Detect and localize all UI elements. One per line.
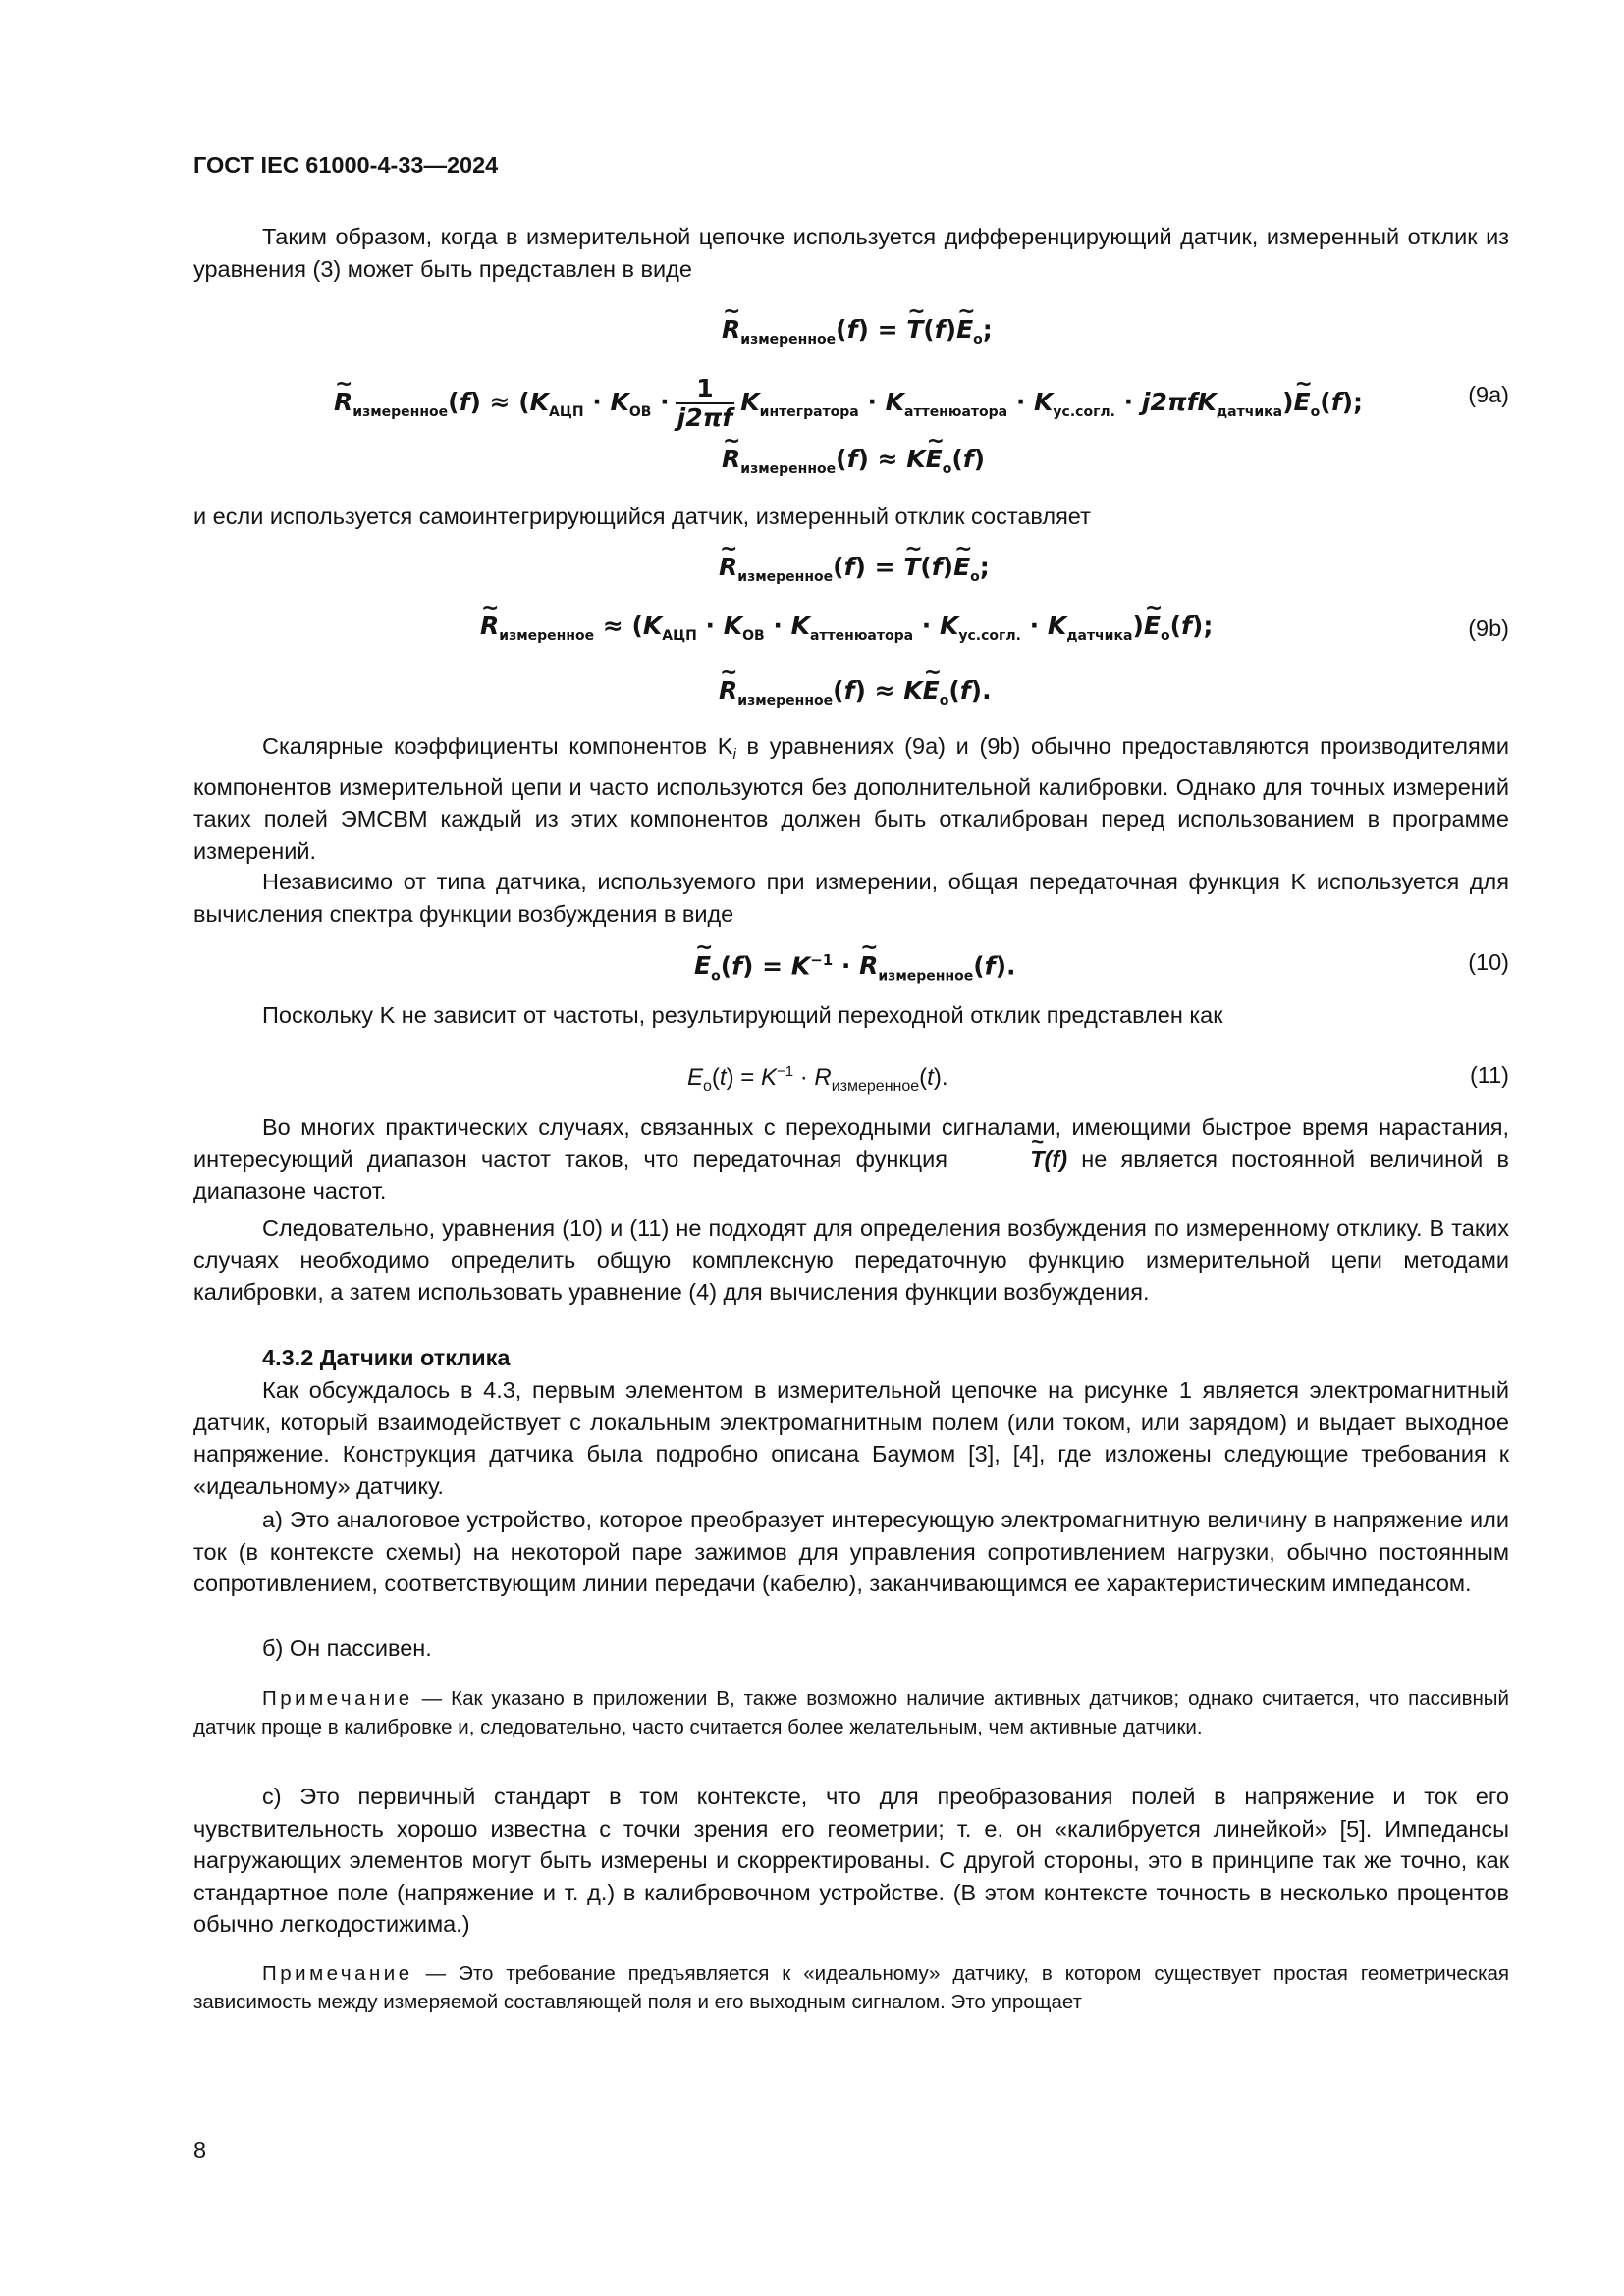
section-heading: 4.3.2 Датчики отклика: [262, 1345, 511, 1370]
symbol-E: ~ E: [694, 950, 711, 982]
equation-number-9a: (9a): [1468, 382, 1509, 407]
equation-9b-line2: ~ $R_{измеренное} \approx (K_{АЦП} \cdot K_{ОВ} \cdot K_{аттенюатора} \cdot K_{ус.согл.}$ · $K_{датчика})\sim$ $E_o(f)$;: [480, 611, 1213, 652]
subscript: измеренное: [740, 332, 837, 347]
symbol-K: K: [529, 388, 550, 416]
subscript: измеренное: [740, 461, 837, 477]
symbol-E: E: [687, 1064, 704, 1091]
subscript: АЦП: [662, 628, 697, 644]
subscript: o: [1310, 404, 1321, 420]
fraction: [676, 375, 735, 432]
symbol-R: ~ R: [719, 552, 737, 583]
inline-transfer-function: ~ T(f): [961, 1144, 1067, 1176]
paragraph: и если используется самоинтегрирующийся датчик, измеренный отклик составляет: [193, 504, 1091, 529]
symbol-K: K: [906, 445, 926, 473]
symbol-K: K: [1197, 388, 1217, 416]
equation-9b-line1: ~ $R_{измеренное}(f)$ = ~ T(f)~ $E_o$;: [719, 552, 990, 593]
equation-number-9b: (9b): [1468, 615, 1509, 641]
equation-9b-line3: ~ $R_{измеренное}(f)$ ≈ K~ $E_o(f)$.: [719, 675, 992, 717]
paragraph: Скалярные коэффициенты компонентов $K_i$ в уравнениях (9а) и (9b) обычно предоставляются производителями компонентов измерительной цепи и часто используются без дополнительной калибровки. Однако для точных измерений таких полей ЭМСВМ каждый из этих компонентов должен быть откалиброван перед использованием в программе измерений.: [193, 733, 1509, 864]
note-text: — Как указано в приложении В, также возможно наличие активных датчиков; однако считается, что пассивный датчик проще в калибровке и, следовательно, часто считается более желательным, чем активные датчики.: [193, 1687, 1509, 1738]
subscript: измеренное: [737, 569, 834, 585]
symbol-E: ~ E: [1144, 611, 1161, 642]
symbol-K: K: [790, 612, 810, 640]
subscript: o: [970, 569, 980, 585]
subscript: аттенюатора: [904, 404, 1008, 420]
symbol-E: ~ E: [953, 552, 970, 583]
text-span: Скалярные коэффициенты компонентов K: [262, 733, 733, 759]
symbol-R: R: [814, 1064, 832, 1091]
symbol-K: K: [885, 388, 905, 416]
symbol-R: ~ R: [859, 950, 878, 982]
symbol-T: ~ T: [903, 552, 920, 583]
symbol-K: K: [760, 1064, 777, 1091]
symbol-E: ~ E: [1294, 387, 1311, 418]
subscript: o: [939, 693, 949, 709]
paragraph: Поскольку K не зависит от частоты, результирующий переходной отклик представлен как: [262, 1002, 1223, 1028]
equation-11: $E_o(t) = K^{-1} \cdot R_{измеренное}(t)$.: [687, 1063, 948, 1095]
subscript: датчика: [1066, 628, 1133, 644]
symbol-T: ~ T: [906, 314, 923, 346]
subscript: измеренное: [737, 693, 834, 709]
text-span: Во многих практических случаях, связанных с переходными сигналами, имеющими быстрое время нарастания, интересующий диапазон частот таков, что передаточная функция: [193, 1114, 1509, 1172]
symbol-K: K: [903, 676, 923, 705]
equation-number-11: (11): [1469, 1062, 1509, 1088]
subscript: интегратора: [759, 404, 859, 420]
factor-j2pif: j2πf: [1141, 388, 1198, 416]
subscript: o: [942, 461, 952, 477]
paragraph: Таким образом, когда в измерительной цепочке используется дифференцирующий датчик, измеренный отклик из уравнения (3) может быть представлен в виде: [193, 224, 1509, 282]
subscript: измеренное: [352, 404, 449, 420]
list-item: б) Он пассивен.: [262, 1635, 432, 1661]
text-span: не является постоянной величиной в диапазоне частот.: [193, 1146, 1510, 1203]
symbol-E: ~ E: [956, 314, 973, 346]
document-code-header: ГОСТ IEC 61000-4-33—2024: [193, 152, 499, 178]
paragraph: [193, 1111, 1509, 1207]
subscript: o: [711, 968, 721, 985]
symbol-K: K: [790, 951, 811, 981]
paragraph: Как обсуждалось в 4.3, первым элементом в измерительной цепочке на рисунке 1 является электромагнитный датчик, который взаимодействует с локальным электромагнитным полем (или током, или зарядом) и выдает выходное напряжение. Конструкция датчика была подробно описана Баумом [3], [4], где изложены следующие требования к «идеальному» датчику.: [193, 1377, 1509, 1499]
symbol-E: ~ E: [926, 444, 943, 475]
document-page: [193, 0, 1509, 2296]
note: [193, 1959, 1509, 2016]
subscript: датчика: [1216, 404, 1283, 420]
subscript: измеренное: [831, 1077, 920, 1095]
subscript: o: [1160, 628, 1170, 644]
symbol-R: ~ R: [719, 675, 737, 707]
note-text: — Это требование предъявляется к «идеальному» датчику, в котором существует простая геометрическая зависимость между измеряемой составляющей поля и его выходным сигналом. Это упрощает: [193, 1962, 1509, 2013]
paragraph: Независимо от типа датчика, используемого при измерении, общая передаточная функция K используется для вычисления спектра функции возбуждения в виде: [193, 869, 1509, 927]
symbol-K: K: [939, 612, 959, 640]
symbol-K: K: [610, 388, 629, 416]
note-label: Примечание: [262, 1962, 413, 1985]
symbol-R: ~ R: [722, 314, 740, 346]
symbol-R: ~ R: [334, 387, 352, 418]
symbol-K: K: [740, 388, 760, 416]
list-item: а) Это аналоговое устройство, которое преобразует интересующую электромагнитную величину в напряжение или ток (в контексте схемы) на некоторой паре зажимов для управления сопротивлением нагрузки, обычно постоянным сопротивлением, соответствующим линии передачи (кабелю), заканчивающимся ее характеристическим импедансом.: [193, 1507, 1509, 1596]
subscript: измеренное: [499, 628, 595, 644]
symbol-R: ~ R: [480, 611, 499, 642]
symbol-K: K: [1034, 388, 1054, 416]
subscript: o: [703, 1077, 712, 1095]
equation-10: ~ $E_o(f) = K^{-1}$ · ~ $R_{измеренное}(f)$.: [694, 944, 1016, 991]
symbol-E: ~ E: [923, 675, 940, 707]
symbol-K: K: [642, 612, 663, 640]
symbol-R: ~ R: [722, 444, 740, 475]
subscript: ус.согл.: [958, 628, 1021, 644]
subscript: аттенюатора: [809, 628, 914, 644]
fraction-denominator: j2πf: [677, 403, 733, 432]
fraction-numerator: 1: [676, 375, 735, 404]
equation-9a-line1: ~ $R_{измеренное}(f)$ = ~ T(f)~ $E_o$;: [722, 314, 993, 355]
text-span: в уравнениях (9а) и (9b) обычно предоставляются производителями компонентов измерительной цепи и часто используются без дополнительной калибровки. Однако для точных измерений таких полей ЭМСВМ каждый из этих компонентов должен быть откалиброван перед использованием в программе измерений.: [193, 733, 1509, 864]
subscript: измеренное: [878, 968, 974, 985]
subscript: o: [973, 332, 983, 347]
subscript: ОВ: [742, 628, 765, 644]
equation-9a-line2: ~ $R_{измеренное}(f) \approx (K_{АЦП} \cdot K_{ОВ}$ · $\frac{1}{j2\pi f}$ $K_{интегратора} \cdot K_{аттенюатора} \cdot K_{ус.согл.}$ · j2πfK$_{датчика}$)~ $E_o(f)$;: [334, 375, 1363, 432]
subscript: ус.согл.: [1053, 404, 1115, 420]
equation-number-10: (10): [1468, 949, 1509, 975]
paragraph: Следовательно, уравнения (10) и (11) не подходят для определения возбуждения по измеренному отклику. В таких случаях необходимо определить общую комплексную передаточную функцию измерительной цепи методами калибровки, а затем использовать уравнение (4) для вычисления функции возбуждения.: [193, 1215, 1509, 1305]
equation-9a-line3: ~ $R_{измеренное}(f)$ ≈ K~ $E_o(f)$: [722, 444, 985, 485]
note-label: Примечание: [262, 1687, 413, 1710]
note: [193, 1684, 1509, 1741]
page-number: 8: [193, 2137, 207, 2163]
symbol-K: K: [1047, 612, 1067, 640]
subscript: ОВ: [628, 404, 652, 420]
subscript: АЦП: [549, 404, 584, 420]
symbol-K: K: [723, 612, 743, 640]
list-item: с) Это первичный стандарт в том контексте, что для преобразования полей в напряжение и ток его чувствительность хорошо известна с точки зрения его геометрии; т. е. он «калибруется линейкой» [5]. Импедансы нагружающих элементов могут быть измерены и скорректированы. С другой стороны, это в принципе так же точно, как стандартное поле (напряжение и т. д.) в калибровочном устройстве. (В этом контексте точность в несколько процентов обычно легкодостижима.): [193, 1784, 1509, 1937]
